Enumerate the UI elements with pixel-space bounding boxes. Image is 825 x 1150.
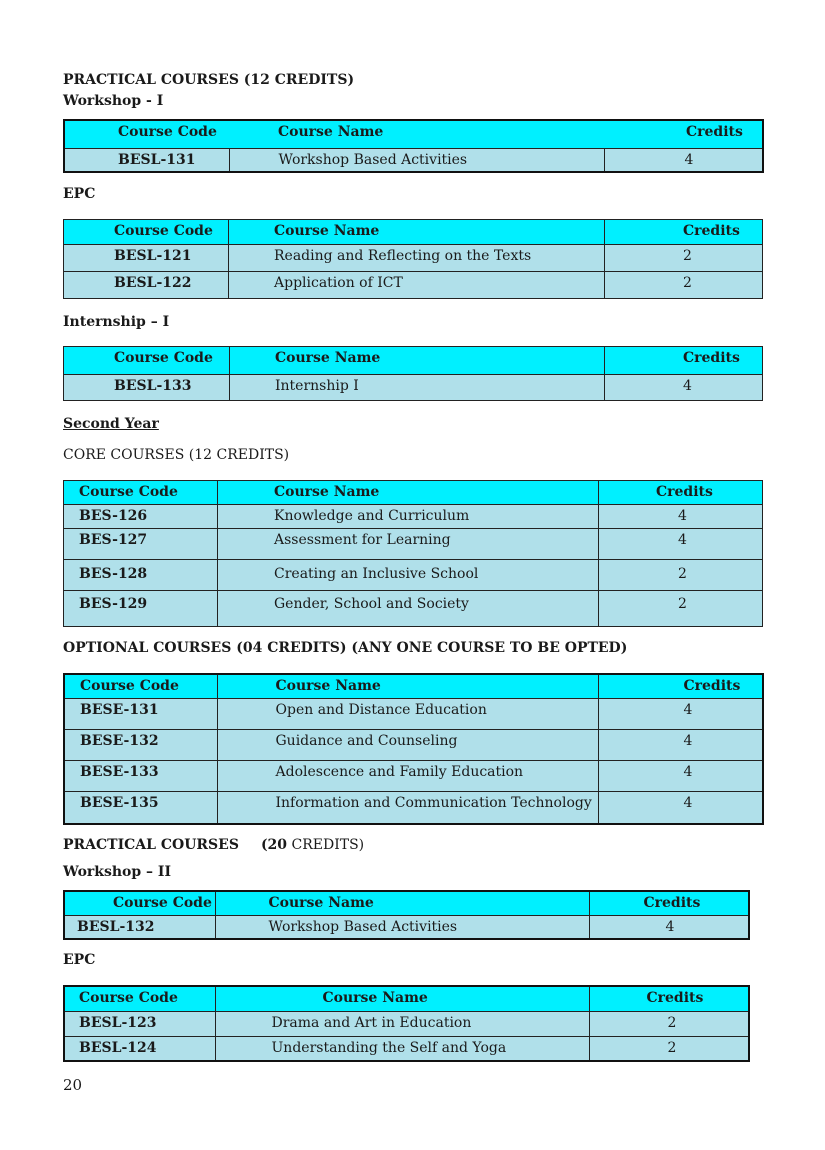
table-header-row xyxy=(64,891,749,915)
course-code-cell: BES-126 xyxy=(64,505,218,529)
course-code-cell: BESL-133 xyxy=(64,375,230,401)
course-name-cell: Creating an Inclusive School xyxy=(218,560,599,591)
course-code-cell: BESE-132 xyxy=(64,729,217,760)
course-code-cell: BES-128 xyxy=(64,560,218,591)
header-cell-name: Course Name xyxy=(229,120,604,148)
course-code-cell: BESE-135 xyxy=(64,791,217,824)
course-credits-cell: 4 xyxy=(598,698,763,729)
table-row xyxy=(64,791,763,824)
course-name-cell: Information and Communication Technology xyxy=(217,791,598,824)
course-code-cell: BESE-133 xyxy=(64,760,217,791)
course-credits-cell: 4 xyxy=(604,148,763,172)
header-cell-code: Course Code xyxy=(64,120,229,148)
table-row xyxy=(64,915,749,939)
course-name-cell: Open and Distance Education xyxy=(217,698,598,729)
table-row xyxy=(64,245,763,272)
page-number: 20 xyxy=(63,1076,83,1094)
course-credits-cell: 4 xyxy=(599,529,763,560)
course-code-cell: BESL-121 xyxy=(64,245,229,272)
course-code-cell: BESE-131 xyxy=(64,698,217,729)
table-row xyxy=(64,148,763,172)
epc-2-heading: EPC xyxy=(63,952,96,968)
course-credits-cell: 2 xyxy=(589,1036,749,1061)
table-row xyxy=(64,272,763,299)
workshop-2-heading: Workshop – II xyxy=(63,864,172,880)
header-cell-credits: Credits xyxy=(589,891,749,915)
table-header-row xyxy=(64,347,763,375)
course-credits-cell: 4 xyxy=(598,760,763,791)
course-code-cell: BESL-132 xyxy=(64,915,215,939)
header-cell-code: Course Code xyxy=(64,220,229,245)
core-courses-heading: CORE COURSES (12 CREDITS) xyxy=(63,447,290,463)
optional-courses-table xyxy=(63,673,764,825)
header-cell-name: Course Name xyxy=(215,986,589,1011)
course-code-cell: BES-129 xyxy=(64,591,218,627)
table-header-row xyxy=(64,986,749,1011)
header-cell-credits: Credits xyxy=(598,674,763,698)
practical-courses-2-heading: PRACTICAL COURSES (20 CREDITS) xyxy=(63,837,365,853)
workshop-1-table xyxy=(63,119,764,173)
epc-1-table xyxy=(63,219,763,299)
header-cell-code: Course Code xyxy=(64,674,217,698)
course-code-cell: BESL-123 xyxy=(64,1011,215,1036)
course-name-cell: Gender, School and Society xyxy=(218,591,599,627)
header-cell-credits: Credits xyxy=(589,986,749,1011)
header-cell-code: Course Code xyxy=(64,986,215,1011)
course-name-cell: Guidance and Counseling xyxy=(217,729,598,760)
course-name-cell: Application of ICT xyxy=(229,272,605,299)
table-row xyxy=(64,529,763,560)
course-name-cell: Drama and Art in Education xyxy=(215,1011,589,1036)
course-name-cell: Adolescence and Family Education xyxy=(217,760,598,791)
course-credits-cell: 2 xyxy=(599,560,763,591)
table-row xyxy=(64,760,763,791)
table-header-row xyxy=(64,120,763,148)
course-name-cell: Knowledge and Curriculum xyxy=(218,505,599,529)
table-row xyxy=(64,729,763,760)
course-name-cell: Assessment for Learning xyxy=(218,529,599,560)
course-code-cell: BESL-124 xyxy=(64,1036,215,1061)
header-cell-name: Course Name xyxy=(218,481,599,505)
header-cell-code: Course Code xyxy=(64,891,215,915)
course-credits-cell: 4 xyxy=(599,505,763,529)
table-row xyxy=(64,1011,749,1036)
table-header-row xyxy=(64,220,763,245)
header-cell-credits: Credits xyxy=(604,120,763,148)
header-cell-name: Course Name xyxy=(217,674,598,698)
workshop-2-table xyxy=(63,890,750,940)
course-credits-cell: 2 xyxy=(589,1011,749,1036)
course-credits-cell: 2 xyxy=(599,591,763,627)
course-code-cell: BES-127 xyxy=(64,529,218,560)
course-credits-cell: 4 xyxy=(598,729,763,760)
table-header-row xyxy=(64,674,763,698)
course-credits-cell: 2 xyxy=(605,272,763,299)
course-name-cell: Reading and Reflecting on the Texts xyxy=(229,245,605,272)
epc-2-table xyxy=(63,985,750,1062)
header-cell-code: Course Code xyxy=(64,347,230,375)
header-cell-credits: Credits xyxy=(605,347,763,375)
core-courses-table xyxy=(63,480,763,627)
header-cell-name: Course Name xyxy=(230,347,605,375)
table-row xyxy=(64,375,763,401)
course-name-cell: Workshop Based Activities xyxy=(215,915,589,939)
course-credits-cell: 4 xyxy=(589,915,749,939)
practical-courses-heading: PRACTICAL COURSES (12 CREDITS) xyxy=(63,72,355,88)
table-header-row xyxy=(64,481,763,505)
header-cell-name: Course Name xyxy=(215,891,589,915)
course-credits-cell: 4 xyxy=(605,375,763,401)
internship-1-table xyxy=(63,346,763,401)
course-name-cell: Workshop Based Activities xyxy=(229,148,604,172)
table-row xyxy=(64,1036,749,1061)
header-cell-code: Course Code xyxy=(64,481,218,505)
table-row xyxy=(64,560,763,591)
internship-1-heading: Internship – I xyxy=(63,314,170,330)
course-credits-cell: 2 xyxy=(605,245,763,272)
course-name-cell: Internship I xyxy=(230,375,605,401)
optional-courses-heading: OPTIONAL COURSES (04 CREDITS) (ANY ONE COURSE TO BE OPTED) xyxy=(63,640,628,656)
table-row xyxy=(64,505,763,529)
course-credits-cell: 4 xyxy=(598,791,763,824)
epc-1-heading: EPC xyxy=(63,186,96,202)
course-code-cell: BESL-122 xyxy=(64,272,229,299)
table-row xyxy=(64,591,763,627)
second-year-heading: Second Year xyxy=(63,416,159,432)
header-cell-credits: Credits xyxy=(599,481,763,505)
table-row xyxy=(64,698,763,729)
workshop-1-heading: Workshop - I xyxy=(63,93,164,109)
header-cell-credits: Credits xyxy=(605,220,763,245)
course-name-cell: Understanding the Self and Yoga xyxy=(215,1036,589,1061)
course-code-cell: BESL-131 xyxy=(64,148,229,172)
header-cell-name: Course Name xyxy=(229,220,605,245)
